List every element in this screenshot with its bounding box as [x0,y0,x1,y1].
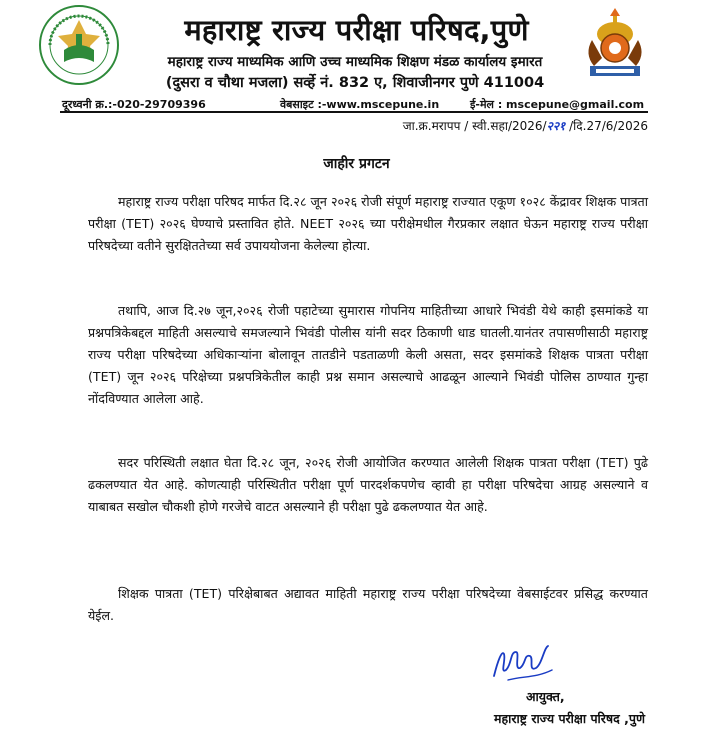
reference-handwritten-number: २२१ [546,119,566,133]
header-divider [60,111,648,113]
letterhead [0,0,713,120]
reference-prefix: जा.क्र.मरापप / स्वी.सहा/2026/ [402,119,547,133]
notice-paragraph-3: सदर परिस्थिती लक्षात घेता दि.२८ जून, २०२६ रोजी आयोजित करण्यात आलेली शिक्षक पात्रता परीक्षा (TET) पुढे ढकलण्यात येत आहे. कोणत्याही परिस्थितीत परीक्षा पूर्ण पारदर्शकपणेच व्हावी हा परीक्षा परिषदेचा आग्रह असल्याने व याबाबत सखोल चौकशी होणे गरजेचे वाटत असल्याने ही परीक्षा पुढे ढकलण्यात येत आहे. [88,455,648,514]
page-title: महाराष्ट्र राज्य परीक्षा परिषद,पुणे [184,13,529,47]
website-link[interactable]: वेबसाइट :-www.mscepune.in [280,98,440,111]
state-emblem-icon [580,4,650,84]
signatory-title: आयुक्त, [526,689,565,704]
office-address-line1: महाराष्ट्र राज्य माध्यमिक आणि उच्च माध्यमिक शिक्षण मंडळ कार्यालय इमारत [167,54,543,70]
office-address-line2: (दुसरा व चौथा मजला) सर्व्हे नं. 832 ए, शिवाजीनगर पुणे 411004 [165,75,545,91]
notice-heading: जाहीर प्रगटन [323,156,390,172]
notice-paragraph-1: महाराष्ट्र राज्य परीक्षा परिषद मार्फत दि.२८ जून २०२६ रोजी संपूर्ण महाराष्ट्र राज्यात एकूण १०२८ केंद्रावर शिक्षक पात्रता परीक्षा (TET) २०२६ घेण्याचे प्रस्तावित होते. NEET २०२६ च्या परीक्षेमधील गैरप्रकार लक्षात घेऊन महाराष्ट्र राज्य परीक्षा परिषदेच्या वतीने सुरक्षिततेच्या सर्व उपाययोजना केलेल्या होत्या. [88,194,648,253]
reference-number [403,117,648,134]
notice-paragraph-2: तथापि, आज दि.२७ जून,२०२६ रोजी पहाटेच्या सुमारास गोपनिय माहितीच्या आधारे भिवंडी येथे काही इसमांकडे या प्रश्नपत्रिकेबद्दल माहिती असल्याचे समजल्याने भिवंडी पोलीस यांनी सदर ठिकाणी धाड घातली.यानंतर तपासणीसाठी महाराष्ट्र राज्य परीक्षा परिषदेच्या अधिकाऱ्यांना बोलावून तातडीने पडताळणी केली असता, सदर इसमांकडे शिक्षक पात्रता परीक्षा (TET) जून २०२६ परिक्षेच्या प्रश्नपत्रिकेतील काही प्रश्न समान असल्याचे आढळून आल्याने भिवंडी पोलिस ठाण्यात गुन्हा नोंदविण्यात आलेला आहे. [88,303,648,406]
signatory-organization: महाराष्ट्र राज्य परीक्षा परिषद ,पुणे [493,711,645,726]
notice-paragraph-4: शिक्षक पात्रता (TET) परिक्षेबाबत अद्यावत माहिती महाराष्ट्र राज्य परीक्षा परिषदेच्या वेबसाईटवर प्रसिद्ध करण्यात येईल. [88,586,648,623]
handwritten-signature-icon [488,640,558,686]
phone-number: दूरध्वनी क्र.:-020-29709396 [62,98,206,111]
email-address[interactable]: ई-मेल : mscepune@gmail.com [470,98,645,111]
reference-date: /दि.27/6/2026 [565,119,648,133]
